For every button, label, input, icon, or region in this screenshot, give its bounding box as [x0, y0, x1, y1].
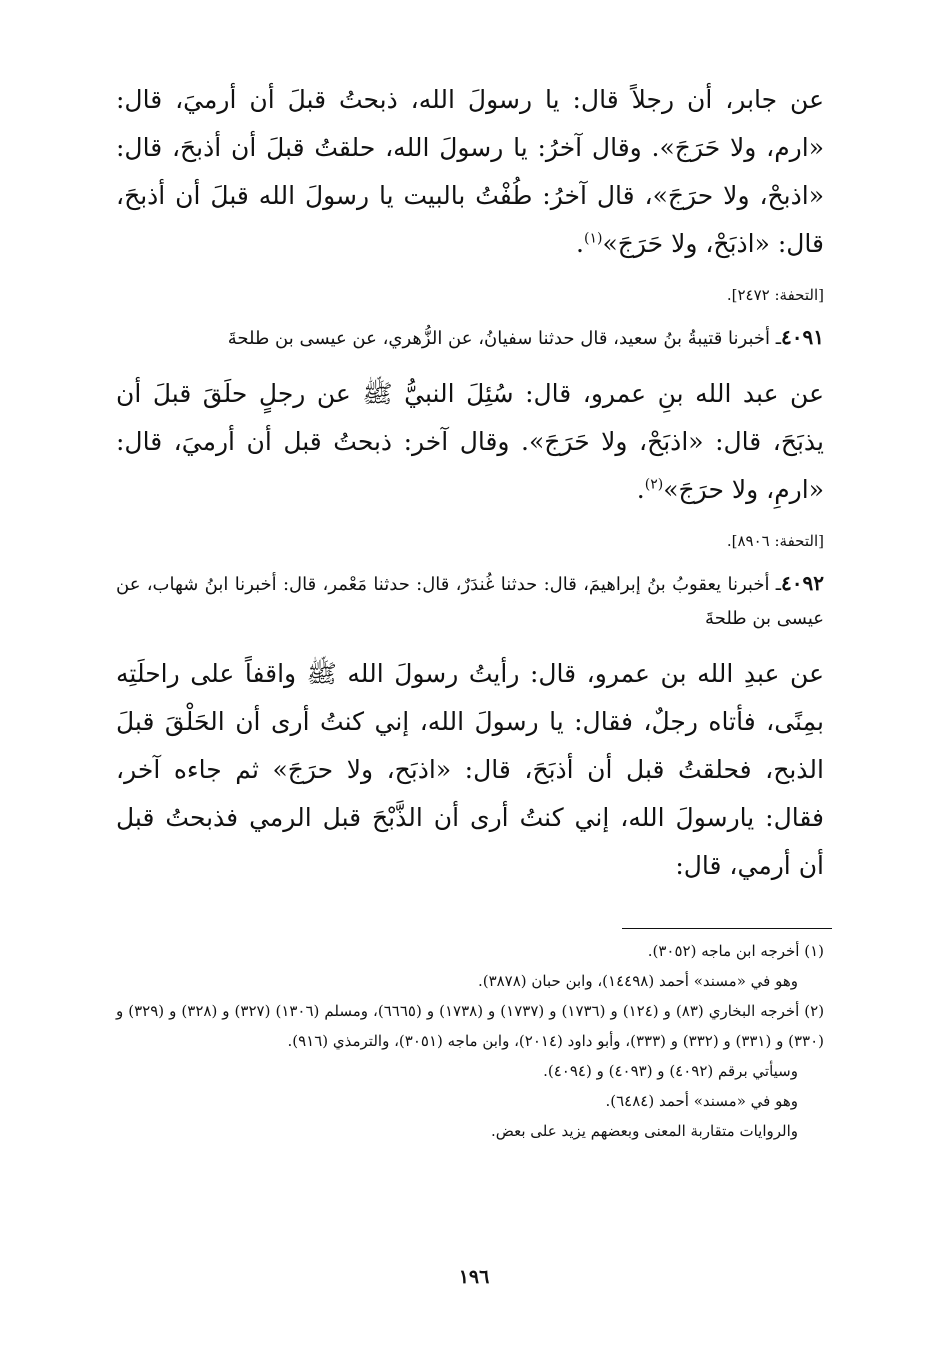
footnote-ref[interactable]: (١) — [583, 230, 603, 247]
footnote-line: وسيأتي برقم (٤٠٩٢) و (٤٠٩٣) و (٤٠٩٤). — [543, 1062, 798, 1080]
hadith-body-text: عن جابر، أن رجلاً قال: يا رسولَ الله، ذبحتُ قبلَ أن أرميَ، قال: «ارم، ولا حَرَجَ». وقال آخرُ: يا رسولَ الله، حلقتُ قبلَ أن أذبحَ، قال: «اذبحْ، ولا حرَجَ»، قال آخرُ: طُفْتُ بالبيت يا رسولَ الله قبلَ أن أذبحَ، قال: «اذبَحْ، ولا حَرَجَ» — [116, 85, 824, 258]
hadith-body-text: عن عبد الله بنِ عمرو، قال: سُئِلَ النبيُّ ﷺ عن رجلٍ حلَقَ قبلَ أن يذبَحَ، قال: «اذبَحْ، ولا حَرَجَ». وقال آخر: ذبحتُ قبل أن أرميَ، قال: «ارمِ، ولا حرَجَ» — [116, 379, 824, 504]
footnotes-section — [116, 936, 824, 1146]
hadith-body-text: عن عبدِ الله بن عمرو، قال: رأيتُ رسولَ الله ﷺ واقفاً على راحلَتِه بمِنًى، فأتاه رجلٌ، فقال: يا رسولَ الله، إني كنتُ أرى أن الحَلْقَ قبلَ الذبح، فحلقتُ قبل أن أذبَحَ، قال: «اذبَح، ولا حرَجَ» ثم جاءه آخر، فقال: يارسولَ الله، إني كنتُ أرى أن الذَّبْحَ قبل الرمي فذبحتُ قبل أن أرمي، قال: — [116, 659, 824, 880]
footnote-line: (٢) أخرجه البخاري (٨٣) و (١٢٤) و (١٧٣٦) و (١٧٣٧) و (١٧٣٨) و (٦٦٦٥)، ومسلم (١٣٠٦) (٣٢٧) و (٣٢٨) و (٣٢٩) و (٣٣٠) و (٣٣١) و (٣٣٢) و (٣٣٣)، وأبو داود (٢٠١٤)، وابن ماجه (٣٠٥١)، والترمذي (٩١٦). — [116, 1002, 825, 1050]
hadith-text: عن جابر، أن رجلاً قال: يا رسولَ الله، ذبحتُ قبلَ أن أرميَ، قال: «ارم، ولا حَرَجَ». وقال آخرُ: يا رسولَ الله، حلقتُ قبلَ أن أذبحَ، قال: «اذبحْ، ولا حرَجَ»، قال آخرُ: طُفْتُ بالبيت يا رسولَ الله قبلَ أن أذبحَ، قال: «اذبَحْ، ولا حَرَجَ»$^{(١)}$. — [116, 85, 824, 258]
hadith-isnad — [116, 320, 824, 356]
footnote-line: وهو في «مسند» أحمد (١٤٤٩٨)، وابن حبان (٣٨٧٨). — [477, 972, 798, 990]
page-number: ١٩٦ — [458, 1266, 490, 1288]
footnote-divider — [622, 928, 832, 929]
footnote-line: وهو في «مسند» أحمد (٦٤٨٤). — [605, 1092, 798, 1110]
footnote-line: والروايات متقاربة المعنى وبعضهم يزيد على بعض. — [490, 1122, 798, 1140]
footnote-line: (١) أخرجه ابن ماجه (٣٠٥٢). — [647, 942, 824, 960]
isnad-text: ـ أخبرنا قتيبةُ بنُ سعيد، قال حدثنا سفيانُ، عن الزُّهري، عن عيسى بن طلحةَ — [227, 328, 782, 349]
hadith-isnad — [116, 566, 824, 636]
hadith-number: ٤٠٩٢ — [781, 571, 824, 595]
hadith-text — [116, 650, 824, 890]
isnad-text: ـ أخبرنا يعقوبُ بنُ إبراهيمَ، قال: حدثنا غُندَرٌ، قال: حدثنا مَعْمر، قال: أخبرنا ابنُ شهاب، عن عيسى بن طلحةَ — [116, 574, 824, 629]
hadith-number: ٤٠٩١ — [781, 325, 824, 349]
tuhfa-reference: [التحفة: ٢٤٧٢]. — [726, 286, 824, 304]
tuhfa-reference: [التحفة: ٨٩٠٦]. — [726, 532, 824, 550]
hadith-text: عن عبد الله بنِ عمرو، قال: سُئِلَ النبيُّ ﷺ عن رجلٍ حلَقَ قبلَ أن يذبَحَ، قال: «اذبَحْ، ولا حَرَجَ». وقال آخر: ذبحتُ قبل أن أرميَ، قال: «ارمِ، ولا حرَجَ»$^{(٢)}$. — [116, 379, 824, 504]
main-text — [116, 76, 824, 906]
footnote-ref[interactable]: (٢) — [644, 476, 664, 493]
